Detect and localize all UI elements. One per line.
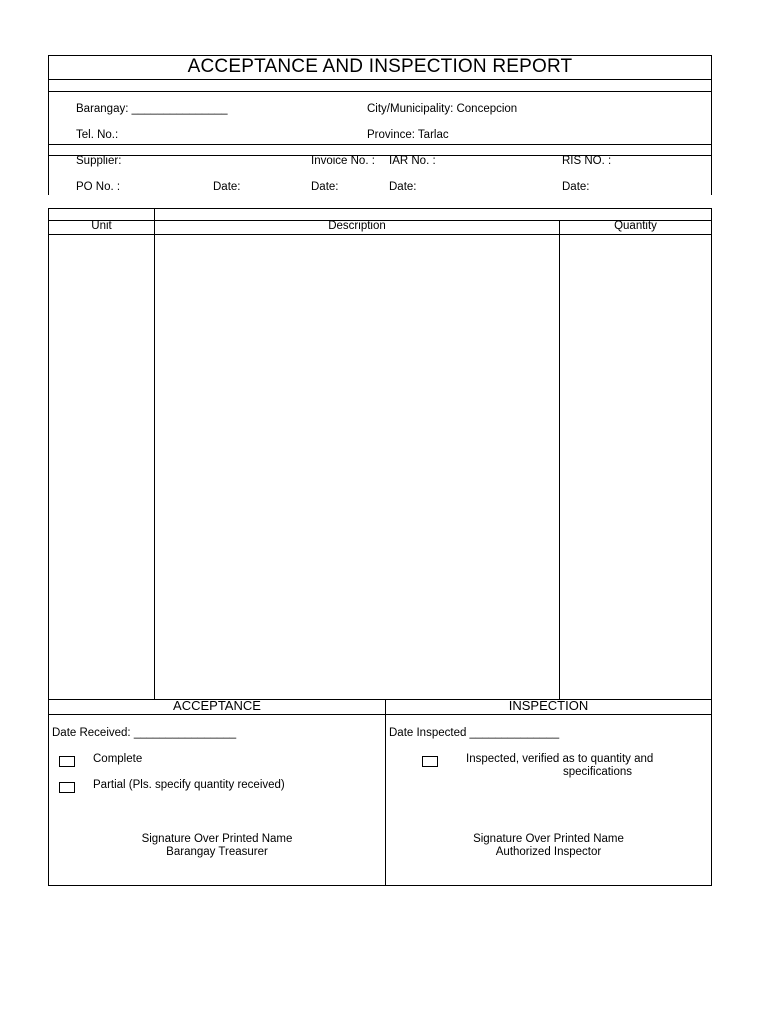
province-label: Province: Tarlac [367,129,449,141]
acceptance-signature-label: Signature Over Printed Name [141,833,293,845]
iar-no-field[interactable]: IAR No. : [389,155,436,167]
header-divider-2 [48,155,712,156]
city-label: City/Municipality: Concepcion [367,103,518,115]
form-bottom [48,885,712,886]
invoice-date-field[interactable]: Date: [311,181,339,193]
po-date-field[interactable]: Date: [213,181,241,193]
table-right [711,208,712,886]
items-table-body[interactable] [49,235,711,699]
ris-date-field[interactable]: Date: [562,181,590,193]
inspection-signature-label: Signature Over Printed Name [473,833,624,845]
invoice-no-field[interactable]: Invoice No. : [311,155,375,167]
date-inspected-field[interactable]: Date Inspected ______________ [389,727,560,739]
column-header-description: Description [328,220,386,232]
page-title: ACCEPTANCE AND INSPECTION REPORT [187,56,573,77]
barangay-field[interactable]: Barangay: _______________ [76,103,228,115]
section-heading-bottom [48,714,712,715]
acceptance-role-label: Barangay Treasurer [166,846,268,858]
ris-no-field[interactable]: RIS NO. : [562,155,612,167]
column-header-quantity: Quantity [614,220,657,232]
title-divider-2 [48,91,712,92]
inspection-heading: INSPECTION [508,698,589,713]
complete-label: Complete [93,753,143,765]
acceptance-heading: ACCEPTANCE [173,698,261,713]
supplier-field[interactable]: Supplier: [76,155,122,167]
border-right-top [711,55,712,195]
complete-checkbox[interactable] [59,756,75,767]
tel-field[interactable]: Tel. No.: [76,129,119,141]
iar-date-field[interactable]: Date: [389,181,417,193]
header-divider [48,144,712,145]
inspected-checkbox[interactable] [422,756,438,767]
po-no-field[interactable]: PO No. : [76,181,121,193]
inspection-role-label: Authorized Inspector [495,846,602,858]
date-received-field[interactable]: Date Received: ________________ [52,727,237,739]
partial-label: Partial (Pls. specify quantity received) [93,779,285,791]
column-header-unit: Unit [91,220,112,232]
title-divider [48,79,712,80]
table-top [48,208,712,209]
inspected-label-line1: Inspected, verified as to quantity and [466,753,654,765]
inspected-label-line2: specifications [563,766,633,778]
partial-checkbox[interactable] [59,782,75,793]
